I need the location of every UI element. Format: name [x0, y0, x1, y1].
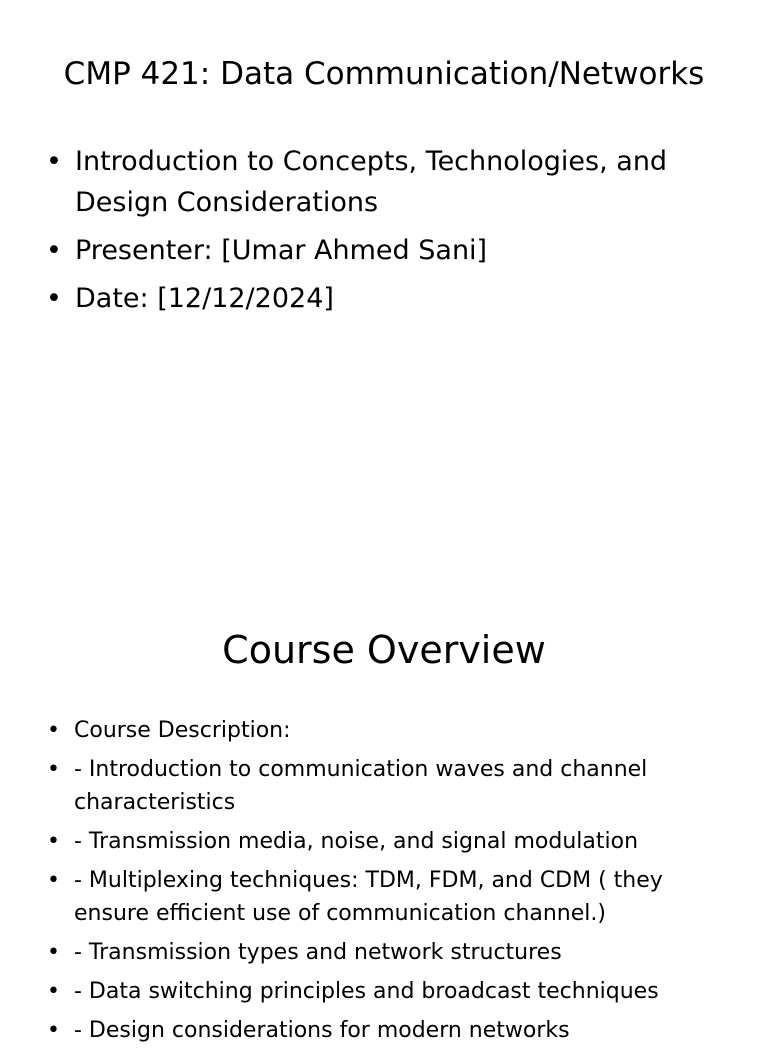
bullet-dot-icon: • — [46, 283, 62, 314]
bullet-item — [47, 1014, 714, 1047]
bullet-item — [47, 714, 714, 747]
bullet-text: - Introduction to communication waves and channel characteristics — [74, 757, 648, 815]
bullet-text: Presenter: [Umar Ahmed Sani] — [75, 235, 488, 266]
bullet-text: - Multiplexing techniques: TDM, FDM, and CDM ( they ensure efficient use of communication channel.) — [74, 868, 663, 926]
slide-2 — [0, 576, 768, 1043]
bullet-text: Introduction to Concepts, Technologies, and Design Considerations — [75, 146, 668, 218]
bullet-item — [47, 825, 714, 858]
bullet-dot-icon: • — [47, 718, 60, 743]
bullet-dot-icon: • — [47, 757, 60, 782]
bullet-text: Date: [12/12/2024] — [75, 283, 334, 314]
bullet-dot-icon: • — [47, 979, 60, 1004]
bullet-text: - Design considerations for modern networks — [74, 1018, 570, 1043]
bullet-dot-icon: • — [46, 146, 62, 177]
bullet-text: - Transmission types and network structures — [74, 940, 562, 965]
slide-title: CMP 421: Data Communication/Networks — [63, 56, 705, 92]
bullet-list — [47, 714, 714, 1053]
bullet-dot-icon: • — [47, 1018, 60, 1043]
bullet-item — [47, 975, 714, 1008]
bullet-item — [46, 230, 725, 271]
slide-title: Course Overview — [222, 628, 546, 672]
bullet-item — [47, 753, 714, 819]
bullet-text: - Data switching principles and broadcast techniques — [74, 979, 659, 1004]
bullet-item — [46, 278, 725, 319]
bullet-dot-icon: • — [47, 940, 60, 965]
bullet-text: - Transmission media, noise, and signal modulation — [74, 829, 639, 854]
bullet-list — [46, 141, 725, 326]
bullet-text: Course Description: — [74, 718, 291, 743]
bullet-dot-icon: • — [46, 235, 62, 266]
bullet-item — [47, 864, 714, 930]
bullet-dot-icon: • — [47, 868, 60, 893]
bullet-item — [46, 141, 725, 223]
bullet-dot-icon: • — [47, 829, 60, 854]
bullet-item — [47, 936, 714, 969]
